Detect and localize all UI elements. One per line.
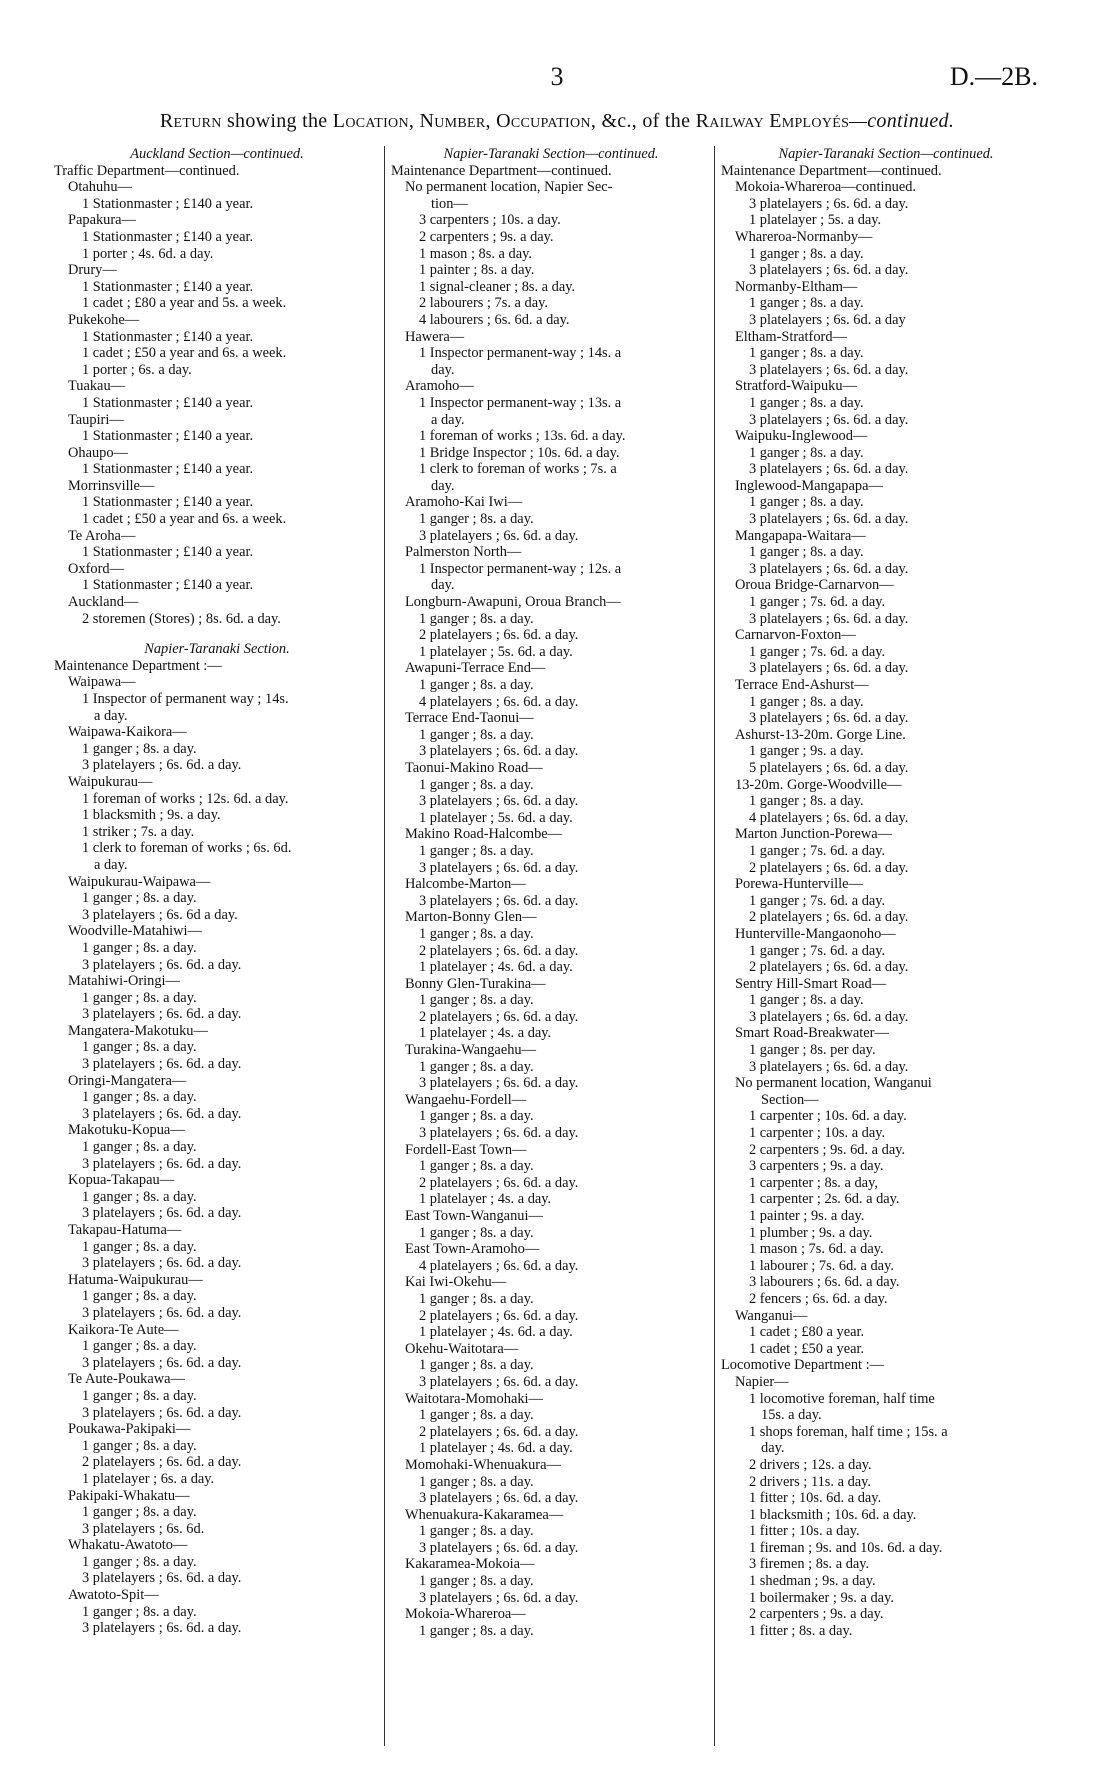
employee-entry: 4 platelayers ; 6s. 6d. a day. <box>419 1257 579 1274</box>
employee-entry: 1 cadet ; £80 a year and 5s. a week. <box>82 295 287 312</box>
title-part: Number <box>419 110 486 132</box>
location-heading: Whareroa-Normanby— <box>735 228 873 245</box>
employee-entry: 1 platelayer ; 6s. a day. <box>82 1470 215 1487</box>
employee-entry: 1 ganger ; 8s. per day. <box>749 1042 876 1059</box>
employee-entry: 1 Stationmaster ; £140 a year. <box>82 328 254 345</box>
employee-entry: 1 labourer ; 7s. 6d. a day. <box>749 1257 894 1274</box>
location-heading: Waipawa-Kaikora— <box>68 724 187 741</box>
employee-entry: 3 platelayers ; 6s. 6d. a day. <box>749 262 909 279</box>
entry-continuation: tion— <box>431 195 468 212</box>
employee-entry: 2 storemen (Stores) ; 8s. 6d. a day. <box>82 610 281 627</box>
employee-entry: 1 ganger ; 8s. a day. <box>749 544 864 561</box>
employee-entry: 1 ganger ; 8s. a day. <box>419 925 534 942</box>
employee-entry: 1 Bridge Inspector ; 10s. 6d. a day. <box>419 444 620 461</box>
employee-entry: 1 ganger ; 8s. a day. <box>419 610 534 627</box>
employee-entry: 1 mason ; 8s. a day. <box>419 245 532 262</box>
employee-entry: 1 ganger ; 8s. a day. <box>419 1523 534 1540</box>
entry-continuation: Section— <box>761 1091 819 1108</box>
employee-entry: 1 fitter ; 10s. 6d. a day. <box>749 1490 882 1507</box>
employee-entry: 1 ganger ; 8s. a day. <box>82 1504 197 1521</box>
employee-entry: 1 platelayer ; 4s. 6d. a day. <box>419 1440 573 1457</box>
employee-entry: 1 fitter ; 10s. a day. <box>749 1523 860 1540</box>
employee-entry: 1 clerk to foreman of works ; 7s. a <box>419 461 617 478</box>
employee-entry: 3 platelayers ; 6s. 6d. a day. <box>82 1570 242 1587</box>
employee-entry: 3 platelayers ; 6s. 6d. a day. <box>749 461 909 478</box>
location-heading: Woodville-Matahiwi— <box>68 923 202 940</box>
employee-entry: 1 ganger ; 8s. a day. <box>82 890 197 907</box>
employee-entry: 1 ganger ; 8s. a day. <box>82 1603 197 1620</box>
employee-entry: 3 platelayers ; 6s. 6d. a day. <box>419 859 579 876</box>
employee-entry: 1 ganger ; 8s. a day. <box>419 677 534 693</box>
employee-entry: 3 carpenters ; 9s. a day. <box>749 1158 884 1175</box>
employee-entry: 1 ganger ; 8s. a day. <box>82 1437 197 1454</box>
location-heading: Te Aroha— <box>68 527 136 544</box>
location-heading: Kopua-Takapau— <box>68 1172 175 1189</box>
title-part: , &c., of the <box>590 110 696 132</box>
entry-continuation: day. <box>431 361 455 378</box>
employee-entry: 1 platelayer ; 5s. 6d. a day. <box>419 809 573 826</box>
employee-entry: 1 platelayer ; 4s. 6d. a day. <box>419 959 573 976</box>
location-heading: Pukekohe— <box>68 311 140 328</box>
location-heading: No permanent location, Napier Sec- <box>405 179 613 196</box>
location-heading: Whenuakura-Kakaramea— <box>405 1506 564 1523</box>
location-heading: Waitotara-Momohaki— <box>405 1390 543 1407</box>
column-2 <box>384 146 711 1746</box>
employee-entry: 1 ganger ; 8s. a day. <box>419 1224 534 1241</box>
employee-entry: 2 carpenters ; 9s. 6d. a day. <box>749 1141 906 1158</box>
employee-entry: 3 platelayers ; 6s. 6d. a day. <box>419 793 579 810</box>
employee-entry: 5 platelayers ; 6s. 6d. a day. <box>749 759 909 776</box>
employee-entry: 1 Stationmaster ; £140 a year. <box>82 494 254 511</box>
location-heading: Hatuma-Waipukurau— <box>68 1271 203 1288</box>
title-part: showing the <box>221 110 333 132</box>
location-heading: Terrace End-Ashurst— <box>735 677 869 693</box>
location-heading: Papakura— <box>68 212 136 229</box>
employee-entry: 3 platelayers ; 6s. 6d. a day. <box>82 1404 242 1421</box>
title-part: Railway Employés <box>695 110 850 132</box>
employee-columns <box>54 146 1064 1756</box>
location-heading: Turakina-Wangaehu— <box>405 1042 536 1059</box>
employee-entry: 3 platelayers ; 6s. 6d. a day. <box>82 1006 242 1023</box>
location-heading: Napier— <box>735 1373 789 1390</box>
employee-entry: 3 platelayers ; 6s. 6d. a day. <box>82 1056 242 1073</box>
location-heading: Takapau-Hatuma— <box>68 1222 182 1238</box>
location-heading: Otahuhu— <box>68 179 132 196</box>
employee-entry: 1 Inspector permanent-way ; 14s. a <box>419 345 622 362</box>
title-part: —continued. <box>849 110 955 132</box>
location-heading: Awapuni-Terrace End— <box>405 660 546 677</box>
employee-entry: 1 foreman of works ; 13s. 6d. a day. <box>419 428 626 445</box>
employee-entry: 2 platelayers ; 6s. 6d. a day. <box>419 942 579 959</box>
employee-entry: 1 Stationmaster ; £140 a year. <box>82 461 254 478</box>
employee-entry: 1 ganger ; 8s. a day. <box>749 992 864 1009</box>
location-heading: Waipukurau— <box>68 773 153 790</box>
location-heading: Makino Road-Halcombe— <box>405 826 563 843</box>
employee-entry: 1 ganger ; 8s. a day. <box>749 793 864 810</box>
location-heading: Ashurst-13-20m. Gorge Line. <box>735 726 906 743</box>
location-heading: Auckland— <box>68 594 139 611</box>
section-heading: Napier-Taranaki Section—continued. <box>443 146 659 162</box>
location-heading: East Town-Aramoho— <box>405 1241 540 1258</box>
entry-continuation: day. <box>431 577 455 594</box>
employee-entry: 1 ganger ; 8s. a day. <box>419 1108 534 1125</box>
employee-entry: 4 platelayers ; 6s. 6d. a day. <box>419 693 579 710</box>
employee-entry: 3 platelayers ; 6s. 6d a day. <box>82 906 238 923</box>
employee-entry: 1 blacksmith ; 10s. 6d. a day. <box>749 1506 917 1523</box>
employee-entry: 1 cadet ; £80 a year. <box>749 1324 865 1341</box>
employee-entry: 3 platelayers ; 6s. 6d. <box>82 1520 205 1537</box>
employee-entry: 1 ganger ; 8s. a day. <box>82 1139 197 1156</box>
employee-entry: 1 carpenter ; 8s. a day, <box>749 1174 878 1191</box>
employee-entry: 1 ganger ; 7s. 6d. a day. <box>749 594 886 611</box>
location-heading: Drury— <box>68 262 117 279</box>
employee-entry: 1 ganger ; 8s. a day. <box>82 1553 197 1570</box>
employee-entry: 1 ganger ; 8s. a day. <box>749 693 864 710</box>
location-heading: Palmerston North— <box>405 544 522 561</box>
employee-entry: 1 ganger ; 8s. a day. <box>82 1089 197 1106</box>
employee-entry: 1 foreman of works ; 12s. 6d. a day. <box>82 790 289 807</box>
employee-entry: 4 labourers ; 6s. 6d. a day. <box>419 311 570 328</box>
employee-entry: 1 blacksmith ; 9s. a day. <box>82 807 221 824</box>
column-3 <box>714 146 1051 1746</box>
employee-entry: 1 signal-cleaner ; 8s. a day. <box>419 278 576 295</box>
employee-entry: 3 platelayers ; 6s. 6d. a day. <box>419 743 579 760</box>
location-heading: Momohaki-Whenuakura— <box>405 1456 561 1473</box>
employee-entry: 1 ganger ; 8s. a day. <box>749 494 864 511</box>
employee-entry: 1 locomotive foreman, half time <box>749 1390 935 1407</box>
location-heading: Taonui-Makino Road— <box>405 759 543 776</box>
location-heading: Porewa-Hunterville— <box>735 876 863 893</box>
location-heading: Oxford— <box>68 560 124 577</box>
location-heading: Kai Iwi-Okehu— <box>405 1274 507 1291</box>
employee-entry: 1 ganger ; 8s. a day. <box>419 1573 534 1590</box>
location-heading: Halcombe-Marton— <box>405 876 526 893</box>
location-heading: Oringi-Mangatera— <box>68 1072 187 1089</box>
title-part: Location <box>332 110 409 132</box>
location-heading: Waipuku-Inglewood— <box>735 428 868 445</box>
employee-entry: 3 platelayers ; 6s. 6d. a day. <box>749 1008 909 1025</box>
section-heading: Napier-Taranaki Section—continued. <box>778 146 994 162</box>
location-heading: Kaikora-Te Aute— <box>68 1321 179 1338</box>
employee-entry: 3 platelayers ; 6s. 6d. a day. <box>419 1589 579 1606</box>
employee-entry: 1 ganger ; 8s. a day. <box>419 1407 534 1424</box>
location-heading: Carnarvon-Foxton— <box>735 627 856 644</box>
employee-entry: 3 platelayers ; 6s. 6d. a day. <box>749 411 909 428</box>
entry-continuation: a day. <box>431 411 465 428</box>
employee-entry: 3 labourers ; 6s. 6d. a day. <box>749 1274 900 1291</box>
employee-entry: 1 ganger ; 8s. a day. <box>82 1387 197 1404</box>
employee-entry: 1 ganger ; 8s. a day. <box>419 992 534 1009</box>
employee-entry: 3 platelayers ; 6s. 6d. a day. <box>82 757 242 774</box>
employee-entry: 3 platelayers ; 6s. 6d. a day. <box>749 710 909 727</box>
location-heading: Aramoho-Kai Iwi— <box>405 494 523 511</box>
employee-entry: 1 ganger ; 8s. a day. <box>82 1238 197 1255</box>
employee-entry: 1 platelayer ; 4s. a day. <box>419 1191 552 1208</box>
employee-entry: 2 labourers ; 7s. a day. <box>419 295 548 312</box>
employee-entry: 1 ganger ; 7s. 6d. a day. <box>749 892 886 909</box>
title-part: , <box>408 110 420 132</box>
employee-entry: 1 platelayer ; 4s. 6d. a day. <box>419 1324 573 1341</box>
location-heading: Waipawa— <box>68 674 136 691</box>
employee-entry: 3 platelayers ; 6s. 6d. a day. <box>82 1304 242 1321</box>
employee-entry: 1 Stationmaster ; £140 a year. <box>82 195 254 212</box>
employee-entry: 1 cadet ; £50 a year. <box>749 1340 865 1357</box>
employee-entry: 3 firemen ; 8s. a day. <box>749 1556 870 1573</box>
employee-entry: 1 ganger ; 8s. a day. <box>419 1058 534 1075</box>
employee-entry: 1 ganger ; 8s. a day. <box>749 245 864 262</box>
section-heading: Auckland Section—continued. <box>130 146 304 162</box>
employee-entry: 1 Inspector permanent-way ; 12s. a <box>419 560 622 577</box>
employee-entry: 1 shedman ; 9s. a day. <box>749 1573 876 1590</box>
department-heading: Maintenance Department—continued. <box>391 162 612 179</box>
location-heading: Longburn-Awapuni, Oroua Branch— <box>405 594 621 611</box>
employee-entry: 3 platelayers ; 6s. 6d. a day. <box>419 527 579 544</box>
location-heading: 13-20m. Gorge-Woodville— <box>735 776 902 793</box>
location-heading: Smart Road-Breakwater— <box>735 1025 889 1042</box>
location-heading: Terrace End-Taonui— <box>405 710 534 727</box>
department-heading: Traffic Department—continued. <box>54 162 240 179</box>
employee-entry: 1 ganger ; 8s. a day. <box>749 444 864 461</box>
location-heading: Bonny Glen-Turakina— <box>405 975 546 992</box>
employee-entry: 2 drivers ; 12s. a day. <box>749 1456 872 1473</box>
employee-entry: 2 platelayers ; 6s. 6d. a day. <box>419 627 579 644</box>
employee-entry: 1 ganger ; 8s. a day. <box>419 776 534 793</box>
employee-entry: 1 boilermaker ; 9s. a day. <box>749 1589 894 1606</box>
employee-entry: 1 Stationmaster ; £140 a year. <box>82 278 254 295</box>
location-heading: Ohaupo— <box>68 444 128 461</box>
location-heading: Taupiri— <box>68 411 124 428</box>
employee-entry: 3 platelayers ; 6s. 6d. a day. <box>419 1125 579 1142</box>
employee-entry: 1 carpenter ; 10s. 6d. a day. <box>749 1108 907 1125</box>
employee-entry: 2 carpenters ; 9s. a day. <box>749 1606 884 1623</box>
employee-entry: 1 painter ; 9s. a day. <box>749 1208 865 1224</box>
employee-entry: 1 plumber ; 9s. a day. <box>749 1224 873 1241</box>
employee-entry: 2 platelayers ; 6s. 6d. a day. <box>749 859 909 876</box>
employee-entry: 3 platelayers ; 6s. 6d. a day <box>749 311 906 328</box>
location-heading: Waipukurau-Waipawa— <box>68 873 211 890</box>
employee-entry: 1 ganger ; 7s. 6d. a day. <box>749 643 886 660</box>
employee-entry: 3 platelayers ; 6s. 6d. a day. <box>749 610 909 627</box>
location-heading: No permanent location, Wanganui <box>735 1075 932 1092</box>
location-heading: Whakatu-Awatoto— <box>68 1537 188 1554</box>
department-heading: Maintenance Department :— <box>54 657 222 674</box>
employee-entry: 1 ganger ; 8s. a day. <box>419 1290 534 1307</box>
title-part: , <box>485 110 497 132</box>
location-heading: Marton-Bonny Glen— <box>405 909 537 926</box>
employee-entry: 3 platelayers ; 6s. 6d. a day. <box>82 1155 242 1172</box>
employee-entry: 3 carpenters ; 10s. a day. <box>419 212 561 229</box>
location-heading: Hawera— <box>405 328 465 345</box>
employee-entry: 1 ganger ; 8s. a day. <box>82 989 197 1006</box>
employee-entry: 1 ganger ; 8s. a day. <box>419 726 534 743</box>
employee-entry: 2 drivers ; 11s. a day. <box>749 1473 872 1490</box>
employee-entry: 1 ganger ; 8s. a day. <box>82 1338 197 1355</box>
location-heading: Mangapapa-Waitara— <box>735 527 866 544</box>
location-heading: Wanganui— <box>735 1307 808 1324</box>
employee-entry: 1 porter ; 4s. 6d. a day. <box>82 245 214 262</box>
location-heading: Hunterville-Mangaonoho— <box>735 925 896 942</box>
employee-entry: 1 Stationmaster ; £140 a year. <box>82 394 254 411</box>
employee-entry: 1 ganger ; 8s. a day. <box>82 1188 197 1205</box>
location-heading: Pakipaki-Whakatu— <box>68 1487 190 1504</box>
employee-entry: 1 striker ; 7s. a day. <box>82 823 195 840</box>
column-1 <box>54 146 380 1746</box>
employee-entry: 1 shops foreman, half time ; 15s. a <box>749 1423 948 1440</box>
employee-entry: 1 ganger ; 8s. a day. <box>419 1622 534 1639</box>
employee-entry: 3 platelayers ; 6s. 6d. a day. <box>419 1373 579 1390</box>
employee-entry: 1 Inspector of permanent way ; 14s. <box>82 691 289 707</box>
employee-entry: 3 platelayers ; 6s. 6d. a day. <box>419 892 579 909</box>
employee-entry: 1 painter ; 8s. a day. <box>419 262 535 279</box>
location-heading: Te Aute-Poukawa— <box>68 1371 185 1388</box>
employee-entry: 2 platelayers ; 6s. 6d. a day. <box>419 1307 579 1324</box>
employee-entry: 3 platelayers ; 6s. 6d. a day. <box>749 511 909 528</box>
employee-entry: 3 platelayers ; 6s. 6d. a day. <box>749 660 909 677</box>
entry-continuation: day. <box>431 477 455 494</box>
page-title <box>0 110 1114 133</box>
employee-entry: 3 platelayers ; 6s. 6d. a day. <box>82 1620 242 1637</box>
employee-entry: 2 platelayers ; 6s. 6d. a day. <box>419 1423 579 1440</box>
employee-entry: 1 mason ; 7s. 6d. a day. <box>749 1241 884 1258</box>
employee-entry: 2 fencers ; 6s. 6d. a day. <box>749 1290 888 1307</box>
employee-entry: 1 platelayer ; 5s. a day. <box>749 212 882 229</box>
location-heading: Kakaramea-Mokoia— <box>405 1556 535 1573</box>
location-heading: Awatoto-Spit— <box>68 1587 159 1604</box>
employee-entry: 2 platelayers ; 6s. 6d. a day. <box>749 909 909 926</box>
employee-entry: 1 ganger ; 8s. a day. <box>82 740 197 757</box>
title-part: Occupation <box>496 110 591 132</box>
entry-continuation: a day. <box>94 856 128 873</box>
employee-entry: 1 porter ; 6s. a day. <box>82 361 192 378</box>
entry-continuation: day. <box>761 1440 785 1457</box>
document-reference: D.—2B. <box>949 62 1038 91</box>
employee-entry: 1 Inspector permanent-way ; 13s. a <box>419 394 622 411</box>
location-heading: Stratford-Waipuku— <box>735 378 857 395</box>
employee-entry: 1 ganger ; 7s. 6d. a day. <box>749 942 886 959</box>
employee-entry: 1 platelayer ; 4s. a day. <box>419 1025 552 1042</box>
location-heading: East Town-Wanganui— <box>405 1208 543 1224</box>
location-heading: Mokoia-Whareroa— <box>405 1606 526 1623</box>
page-number: 3 <box>550 62 564 91</box>
employee-entry: 1 ganger ; 8s. a day. <box>82 1039 197 1056</box>
department-heading: Locomotive Department :— <box>721 1357 885 1374</box>
location-heading: Fordell-East Town— <box>405 1141 527 1158</box>
employee-entry: 3 platelayers ; 6s. 6d. a day. <box>749 195 909 212</box>
employee-entry: 1 clerk to foreman of works ; 6s. 6d. <box>82 840 292 857</box>
employee-entry: 2 platelayers ; 6s. 6d. a day. <box>749 959 909 976</box>
department-heading: Maintenance Department—continued. <box>721 162 942 179</box>
employee-entry: 1 Stationmaster ; £140 a year. <box>82 544 254 561</box>
location-heading: Okehu-Waitotara— <box>405 1340 519 1357</box>
employee-entry: 3 platelayers ; 6s. 6d. a day. <box>419 1539 579 1556</box>
employee-entry: 1 cadet ; £50 a year and 6s. a week. <box>82 345 287 362</box>
location-heading: Wangaehu-Fordell— <box>405 1091 527 1108</box>
location-heading: Aramoho— <box>405 378 474 395</box>
employee-entry: 1 ganger ; 8s. a day. <box>82 1288 197 1305</box>
employee-entry: 1 carpenter ; 10s. a day. <box>749 1125 886 1142</box>
employee-entry: 1 ganger ; 8s. a day. <box>749 345 864 362</box>
employee-entry: 3 platelayers ; 6s. 6d. a day. <box>749 1058 909 1075</box>
employee-entry: 1 ganger ; 8s. a day. <box>419 1158 534 1175</box>
location-heading: Oroua Bridge-Carnarvon— <box>735 577 894 594</box>
entry-continuation: a day. <box>94 707 128 724</box>
employee-entry: 2 platelayers ; 6s. 6d. a day. <box>82 1454 242 1471</box>
employee-entry: 1 ganger ; 8s. a day. <box>419 1473 534 1490</box>
location-heading: Mangatera-Makotuku— <box>68 1022 208 1039</box>
employee-entry: 3 platelayers ; 6s. 6d. a day. <box>749 361 909 378</box>
location-heading: Mokoia-Whareroa—continued. <box>735 179 917 196</box>
location-heading: Morrinsville— <box>68 477 155 494</box>
employee-entry: 4 platelayers ; 6s. 6d. a day. <box>749 809 909 826</box>
employee-entry: 1 ganger ; 7s. 6d. a day. <box>749 842 886 859</box>
employee-entry: 1 platelayer ; 5s. 6d. a day. <box>419 643 573 660</box>
location-heading: Tuakau— <box>68 378 126 395</box>
employee-entry: 1 fireman ; 9s. and 10s. 6d. a day. <box>749 1539 943 1556</box>
location-heading: Matahiwi-Oringi— <box>68 973 180 990</box>
employee-entry: 1 Stationmaster ; £140 a year. <box>82 577 254 594</box>
employee-entry: 1 carpenter ; 2s. 6d. a day. <box>749 1191 900 1208</box>
employee-entry: 3 platelayers ; 6s. 6d. a day. <box>82 1255 242 1272</box>
employee-entry: 3 platelayers ; 6s. 6d. a day. <box>82 956 242 973</box>
employee-entry: 1 ganger ; 8s. a day. <box>749 295 864 312</box>
entry-continuation: 15s. a day. <box>761 1407 822 1424</box>
title-part: Return <box>159 110 222 132</box>
employee-entry: 3 platelayers ; 6s. 6d. a day. <box>82 1354 242 1371</box>
location-heading: Poukawa-Pakipaki— <box>68 1421 191 1438</box>
location-heading: Makotuku-Kopua— <box>68 1122 185 1139</box>
employee-entry: 1 Stationmaster ; £140 a year. <box>82 228 254 245</box>
employee-entry: 1 Stationmaster ; £140 a year. <box>82 428 254 445</box>
employee-entry: 3 platelayers ; 6s. 6d. a day. <box>749 560 909 577</box>
employee-entry: 1 ganger ; 8s. a day. <box>82 939 197 956</box>
employee-entry: 1 ganger ; 8s. a day. <box>419 842 534 859</box>
location-heading: Sentry Hill-Smart Road— <box>735 975 887 992</box>
employee-entry: 3 platelayers ; 6s. 6d. a day. <box>82 1205 242 1222</box>
employee-entry: 3 platelayers ; 6s. 6d. a day. <box>419 1490 579 1507</box>
section-heading: Napier-Taranaki Section. <box>144 641 290 658</box>
location-heading: Eltham-Stratford— <box>735 328 847 345</box>
employee-entry: 3 platelayers ; 6s. 6d. a day. <box>419 1075 579 1092</box>
employee-entry: 1 ganger ; 8s. a day. <box>419 1357 534 1374</box>
employee-entry: 1 fitter ; 8s. a day. <box>749 1622 853 1639</box>
employee-entry: 1 ganger ; 9s. a day. <box>749 743 864 760</box>
employee-entry: 1 cadet ; £50 a year and 6s. a week. <box>82 511 287 528</box>
employee-entry: 2 platelayers ; 6s. 6d. a day. <box>419 1174 579 1191</box>
location-heading: Normanby-Eltham— <box>735 278 858 295</box>
employee-entry: 2 carpenters ; 9s. a day. <box>419 228 554 245</box>
location-heading: Marton Junction-Porewa— <box>735 826 893 843</box>
employee-entry: 2 platelayers ; 6s. 6d. a day. <box>419 1008 579 1025</box>
employee-entry: 1 ganger ; 8s. a day. <box>749 394 864 411</box>
employee-entry: 1 ganger ; 8s. a day. <box>419 511 534 528</box>
location-heading: Inglewood-Mangapapa— <box>735 477 883 494</box>
employee-entry: 3 platelayers ; 6s. 6d. a day. <box>82 1105 242 1122</box>
